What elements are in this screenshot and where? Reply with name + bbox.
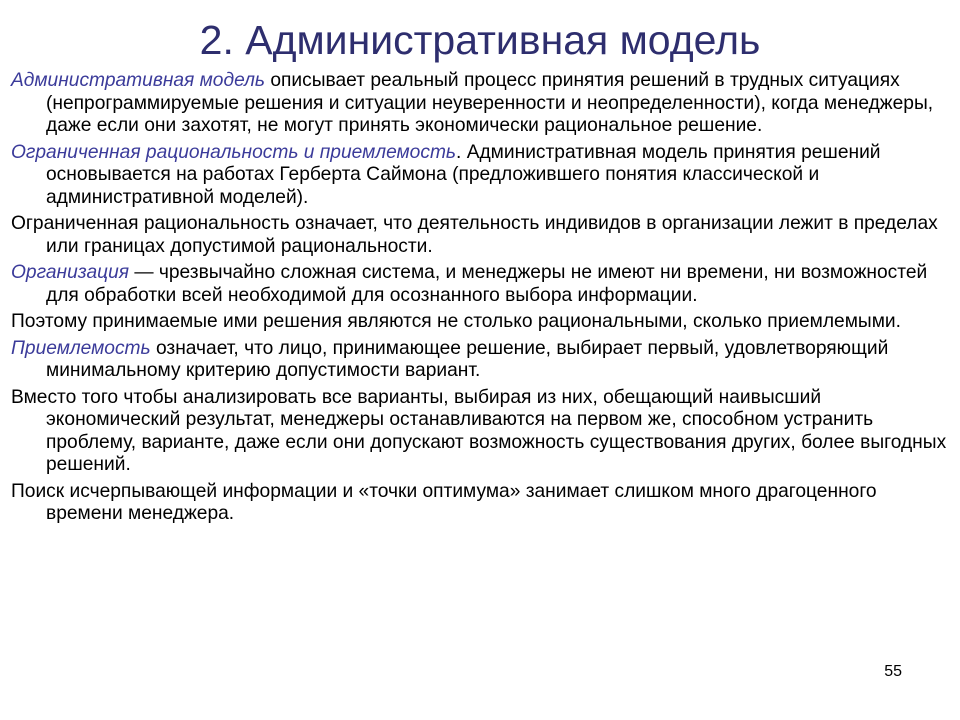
paragraph-first-option xyxy=(11,387,951,477)
term-highlight: Организация xyxy=(11,262,130,283)
paragraph-acceptability xyxy=(11,338,951,383)
term-highlight: Административная модель xyxy=(11,70,266,91)
paragraph-text: означает, что лицо, принимающее решение, выбирает первый, удовлетворяющий минимальному критерию допустимости вариант. xyxy=(46,337,889,381)
paragraph-optimum-search xyxy=(11,481,951,526)
term-highlight: Ограниченная рациональность и приемлемость xyxy=(11,141,457,163)
paragraph-rationality-definition xyxy=(11,213,951,258)
paragraph-text: описывает реальный процесс принятия решений в трудных ситуациях (непрограммируемые решения и ситуации неуверенности и неопределенности), когда менеджеры, даже если они захотят, не могут принять экономически рациональное решение. xyxy=(46,70,934,136)
paragraph-text: Вместо того чтобы анализировать все варианты, выбирая из них, обещающий наивысший экономический результат, менеджеры останавливаются на первом же, способном устранить проблему, варианте, даже если они допускают возможность существования других, более выгодных решений. xyxy=(11,386,947,475)
paragraph-bounded-rationality xyxy=(11,142,951,210)
term-highlight: Приемлемость xyxy=(11,337,151,359)
paragraph-administrative-model xyxy=(11,70,951,138)
paragraph-acceptable-decisions xyxy=(11,311,951,334)
paragraph-text: Ограниченная рациональность означает, что деятельность индивидов в организации лежит в пределах или границах допустимой рациональности. xyxy=(11,213,938,257)
paragraph-text: Поиск исчерпывающей информации и «точки оптимума» занимает слишком много драгоценного времени менеджера. xyxy=(11,480,877,524)
slide-title: 2. Административная модель xyxy=(199,17,761,63)
paragraph-organization xyxy=(11,262,951,307)
paragraph-text: . Административная модель принятия решений основывается на работах Герберта Саймона (предложившего понятия классической и административной моделей). xyxy=(46,141,881,208)
slide-content xyxy=(11,70,951,530)
paragraph-text: Поэтому принимаемые ими решения являются не столько рациональными, сколько приемлемыми. xyxy=(11,311,901,332)
page-number: 55 xyxy=(884,663,902,680)
paragraph-text: — чрезвычайно сложная система, и менеджеры не имеют ни времени, ни возможностей для обработки всей необходимой для осознанного выбора информации. xyxy=(46,262,928,306)
